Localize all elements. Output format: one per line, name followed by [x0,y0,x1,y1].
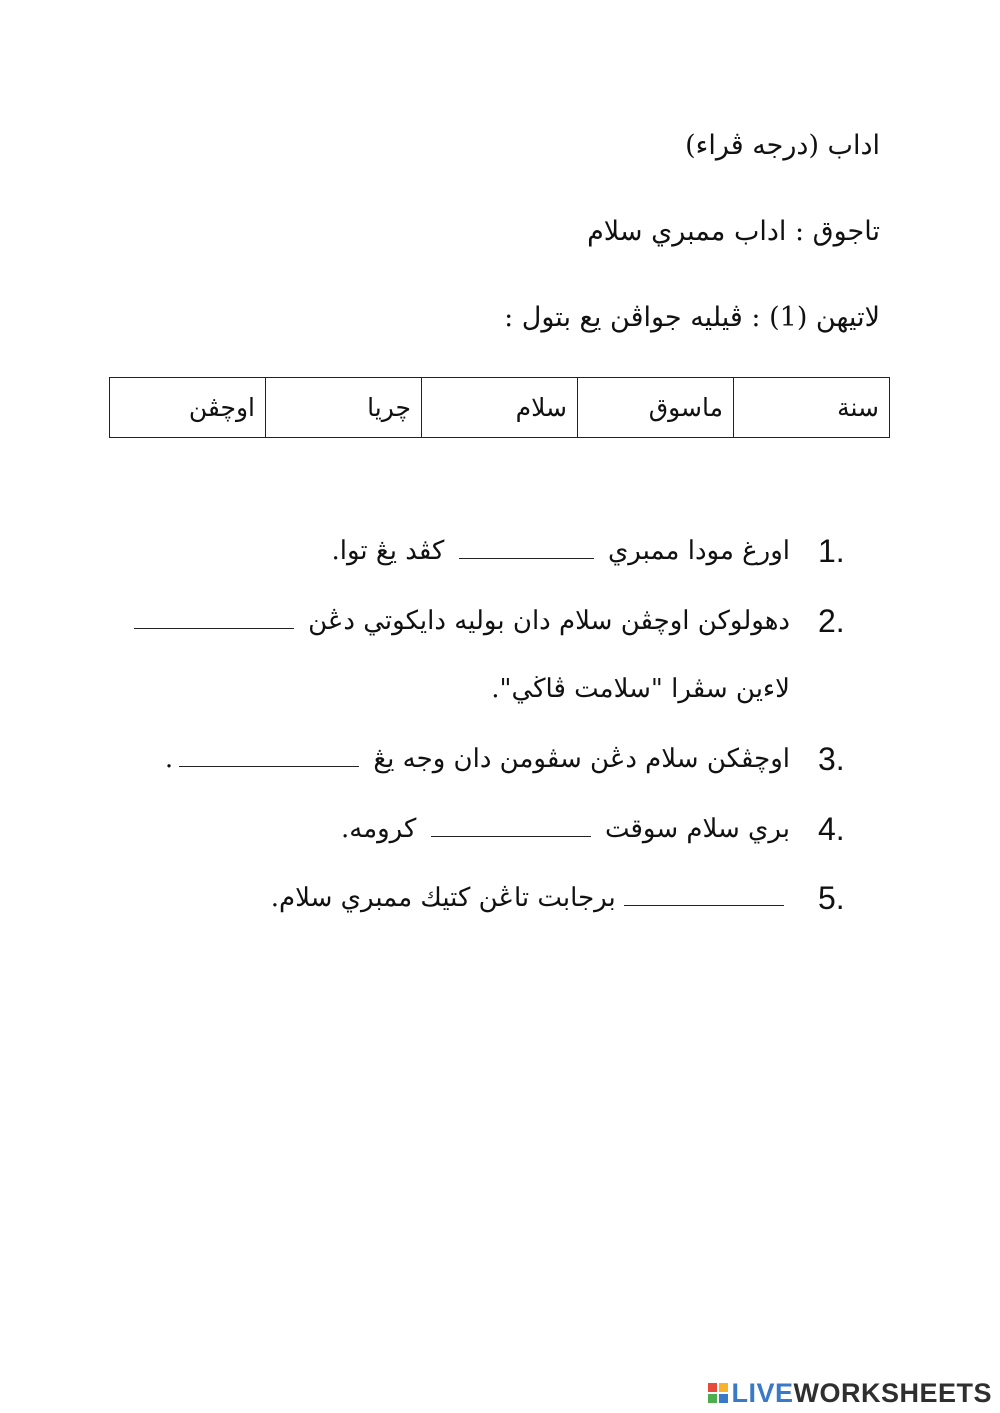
question-text: . [164,744,174,774]
exercise-instruction: لاتيهن (1) : ڤيليه جواڤن يع بتول : [504,302,880,333]
word-bank-table [109,377,890,438]
question-number: 4. [818,811,845,847]
question-text: كرومه. [341,814,417,844]
question-text: بري سلام سوقت [604,814,790,844]
question-3 [165,744,790,774]
logo-blocks-icon [708,1383,728,1403]
liveworksheets-logo[interactable] [708,1376,992,1410]
logo-block [719,1383,728,1392]
logo-text [731,1378,992,1409]
logo-block [708,1394,717,1403]
question-number: 3. [818,741,845,777]
question-text: برجابت تاڠن كتيك ممبري سلام. [270,883,616,913]
question-text: كڤد يڠ توا. [331,536,445,566]
word-bank-cell: ماسوق [578,378,734,438]
answer-blank[interactable] [431,835,591,837]
logo-text-worksheets: WORKSHEETS [793,1377,992,1408]
answer-blank[interactable] [134,627,294,629]
word-bank-cell: چريا [266,378,422,438]
question-text: اوچڤكن سلام دڠن سڤومن دان وجه يڠ [373,744,790,774]
answer-blank[interactable] [179,765,359,767]
word-bank-cell: اوچڤن [110,378,266,438]
logo-text-live: LIVE [731,1377,794,1408]
question-number: 5. [818,880,845,916]
word-bank-cell: سنة [734,378,890,438]
answer-blank[interactable] [624,904,784,906]
question-number: 2. [818,603,845,639]
question-2-continuation: لاءين سڤرا "سلامت ڤاڬي". [491,674,790,704]
question-5 [271,883,790,913]
word-bank-cell: سلام [422,378,578,438]
logo-block [708,1383,717,1392]
worksheet-topic: تاجوق : اداب ممبري سلام [587,216,880,247]
question-text: اورغ مودا ممبري [607,536,790,566]
question-number: 1. [818,533,845,569]
logo-block [719,1394,728,1403]
question-1 [331,536,790,566]
question-4 [341,814,790,844]
question-text: دهولوكن اوچڤن سلام دان بوليه دايكوتي دڠن [308,606,790,636]
word-bank-row [110,378,890,438]
answer-blank[interactable] [459,557,594,559]
worksheet-subject: اداب (درجه ڤراء) [685,130,880,161]
question-2 [128,606,790,636]
